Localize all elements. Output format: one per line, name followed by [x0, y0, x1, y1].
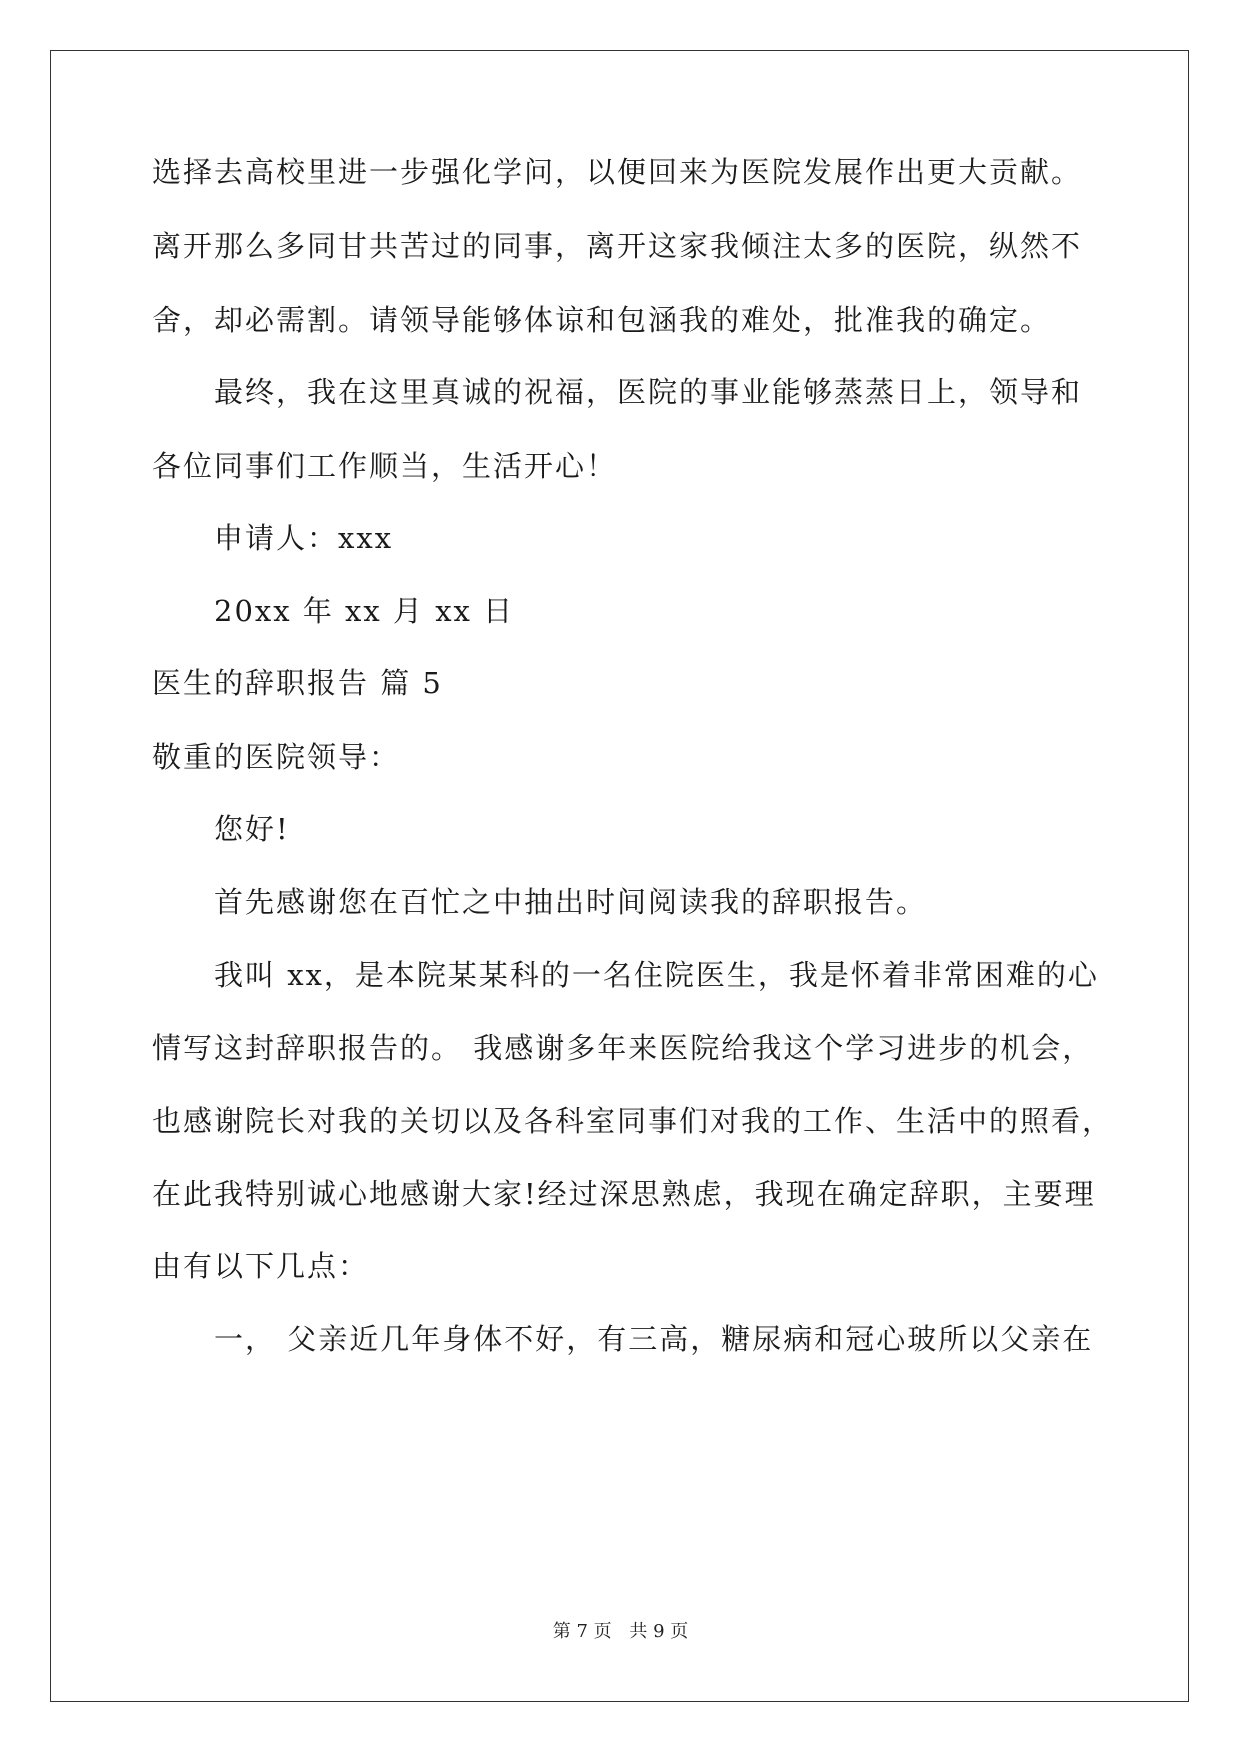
text-line: 首先感谢您在百忙之中抽出时间阅读我的辞职报告。: [214, 885, 928, 919]
date-line: 20xx 年 xx 月 xx 日: [214, 594, 515, 628]
text-line: 在此我特别诚心地感谢大家!经过深思熟虑，我现在确定辞职，主要理: [152, 1177, 1096, 1211]
page-footer: [0, 1620, 1241, 1644]
page-total: 共 9 页: [629, 1621, 689, 1642]
section-heading: 医生的辞职报告 篇 5: [152, 666, 443, 700]
text-line: 选择去高校里进一步强化学问，以便回来为医院发展作出更大贡献。: [152, 155, 1083, 189]
text-line: 一， 父亲近几年身体不好，有三高，糖尿病和冠心玻所以父亲在: [214, 1322, 1094, 1356]
text-line: 最终，我在这里真诚的祝福，医院的事业能够蒸蒸日上，领导和: [214, 375, 1083, 409]
salutation: 敬重的医院领导：: [152, 740, 401, 774]
text-line: 各位同事们工作顺当，生活开心！: [152, 449, 618, 483]
text-line: 由有以下几点：: [152, 1249, 370, 1283]
signature-line: 申请人：xxx: [214, 521, 394, 555]
text-line: 我叫 xx，是本院某某科的一名住院医生，我是怀着非常困难的心: [214, 958, 1099, 992]
greeting: 您好!: [214, 812, 290, 846]
page-border: [50, 50, 1189, 1702]
page-number: 第 7 页: [552, 1621, 612, 1642]
text-line: 舍，却必需割。请领导能够体谅和包涵我的难处，批准我的确定。: [152, 303, 1052, 337]
text-line: 情写这封辞职报告的。 我感谢多年来医院给我这个学习进步的机会，: [152, 1031, 1094, 1065]
text-line: 离开那么多同甘共苦过的同事，离开这家我倾注太多的医院，纵然不: [152, 229, 1083, 263]
text-line: 也感谢院长对我的关切以及各科室同事们对我的工作、生活中的照看，: [152, 1104, 1114, 1138]
